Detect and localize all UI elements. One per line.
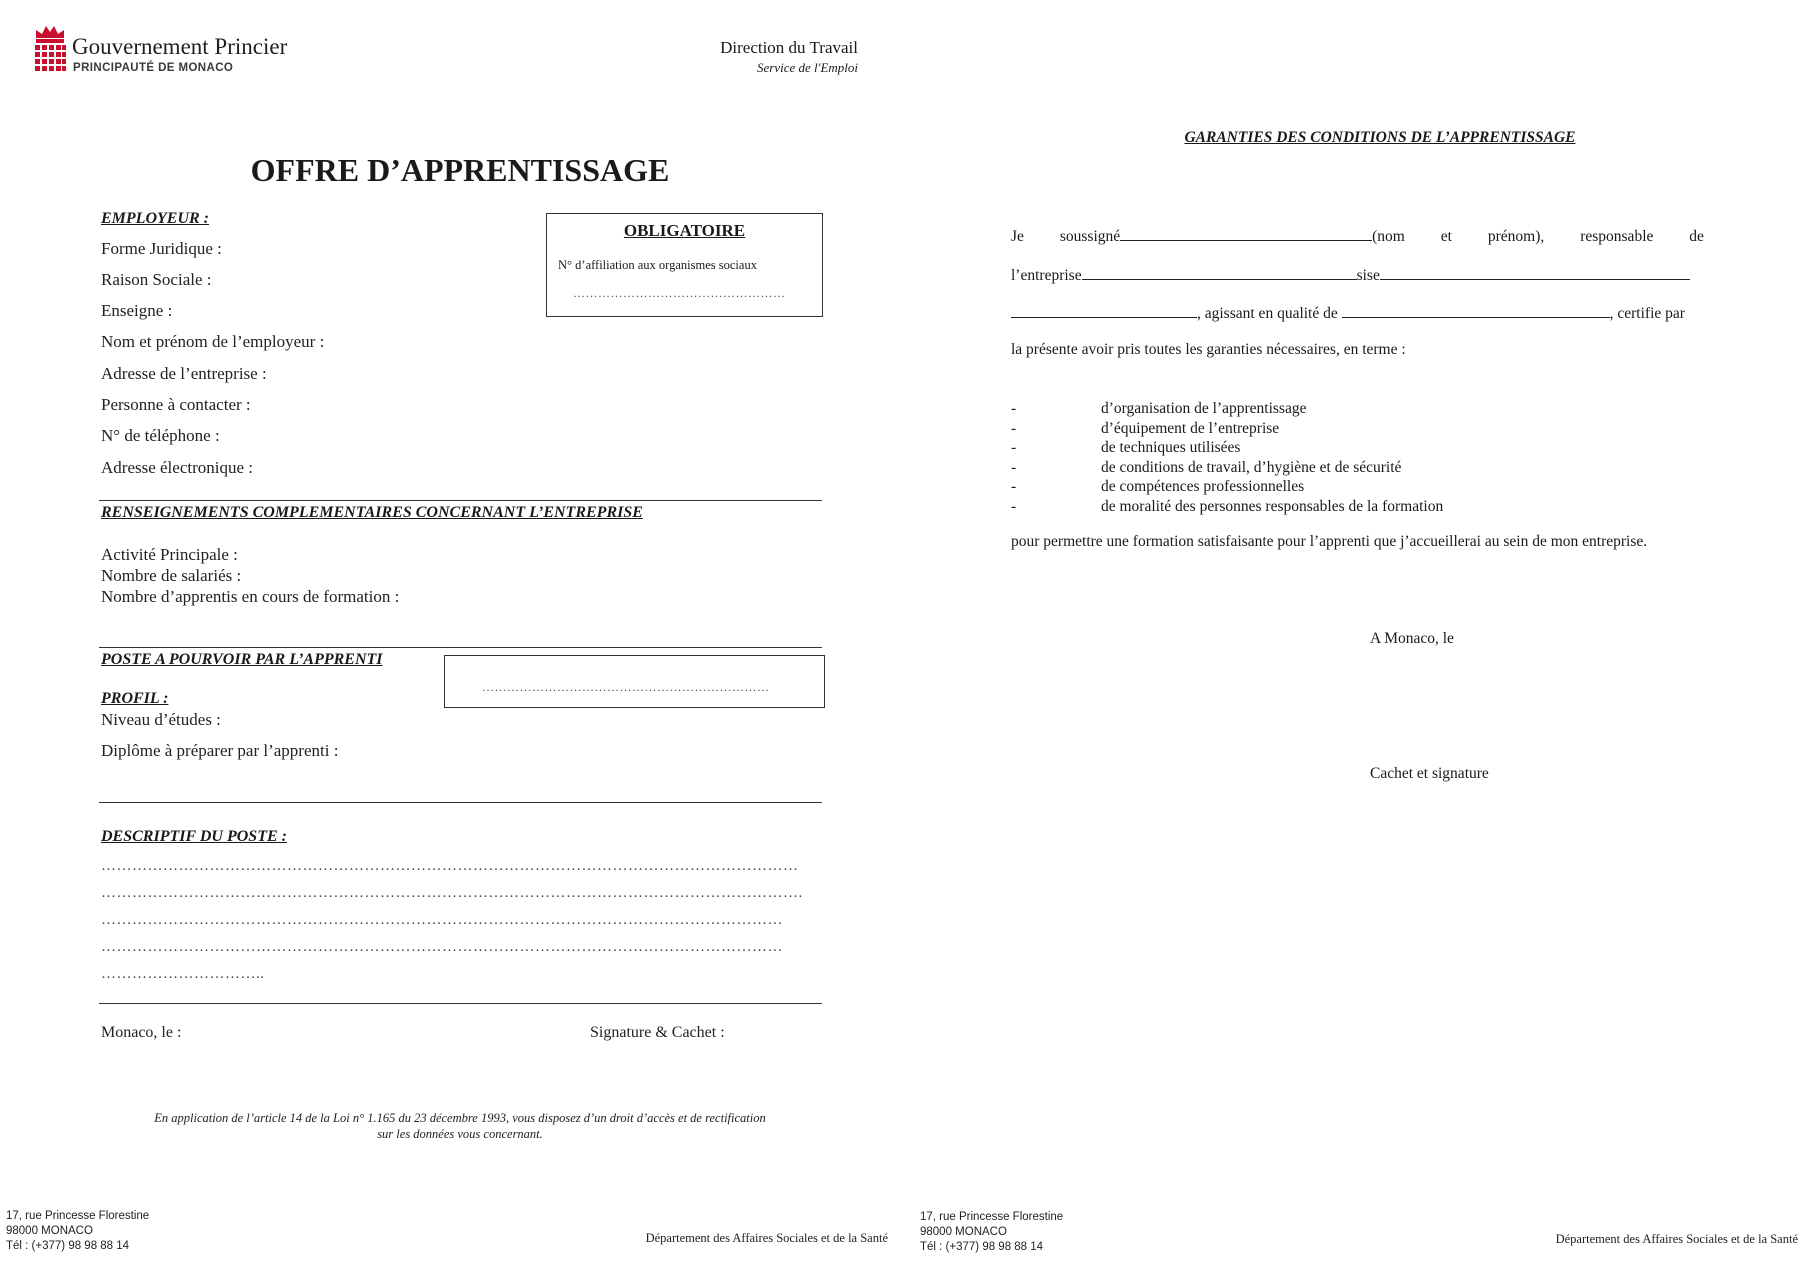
- footer-phone: Tél : (+377) 98 98 88 14: [6, 1240, 130, 1252]
- list-item: - d’équipement de l’entreprise: [1011, 419, 1280, 437]
- field-enseigne: Enseigne :: [101, 301, 173, 320]
- field-activite-principale: Activité Principale :: [101, 545, 238, 564]
- signature-cachet-label: Signature & Cachet :: [590, 1024, 725, 1041]
- footer-department-right: Département des Affaires Sociales et de la Santé: [1555, 1232, 1798, 1246]
- monaco-crest-logo: [32, 24, 68, 78]
- footer-phone: Tél : (+377) 98 98 88 14: [920, 1241, 1044, 1253]
- field-adresse-entreprise: Adresse de l’entreprise :: [101, 364, 267, 383]
- footer-department-left: Département des Affaires Sociales et de la Santé: [645, 1231, 888, 1245]
- garanties-bullet-list: [1011, 399, 1443, 516]
- text-prenom: prénom),: [1487, 228, 1545, 245]
- text-sise: sise: [1356, 267, 1380, 284]
- divider: [99, 1003, 822, 1004]
- list-item: - de compétences professionnelles: [1011, 478, 1305, 495]
- descriptif-line: ……………………………………………………………………………………………………………………….: [101, 885, 803, 901]
- field-forme-juridique: Forme Juridique :: [101, 239, 222, 258]
- gov-title: Gouvernement Princier: [72, 34, 288, 59]
- footer-street: 17, rue Princesse Florestine: [6, 1210, 150, 1222]
- blank-entreprise[interactable]: [1082, 265, 1357, 280]
- footer-city: 98000 MONACO: [6, 1225, 93, 1237]
- descriptif-line: ……………………………………………………………………………………………………………………: [101, 912, 783, 928]
- direction-title: Direction du Travail: [720, 38, 858, 57]
- a-monaco-label: A Monaco, le: [1370, 630, 1454, 647]
- footer-address-right: [920, 1210, 1063, 1255]
- blank-nom-prenom[interactable]: [1120, 226, 1372, 241]
- divider: [99, 802, 822, 803]
- footer-city: 98000 MONACO: [920, 1226, 1007, 1238]
- garanties-line-4: la présente avoir pris toutes les garanties nécessaires, en terme :: [1011, 341, 1406, 358]
- affiliation-label: N° d’affiliation aux organismes sociaux: [558, 258, 757, 272]
- field-diplome: Diplôme à préparer par l’apprenti :: [101, 741, 339, 760]
- legal-notice: [100, 1110, 820, 1142]
- text-nom: (nom: [1372, 228, 1405, 245]
- employer-heading: EMPLOYEUR :: [101, 210, 209, 227]
- garanties-line-2: [1011, 265, 1711, 285]
- garanties-heading: GARANTIES DES CONDITIONS DE L’APPRENTISSAGE: [1184, 129, 1576, 146]
- gov-subtitle: PRINCIPAUTÉ DE MONACO: [73, 62, 234, 74]
- field-nombre-salaries: Nombre de salariés :: [101, 566, 242, 585]
- descriptif-line: ……………………………………………………………………………………………………………………: [101, 939, 783, 955]
- garanties-line-1: [1011, 226, 1704, 246]
- footer-street: 17, rue Princesse Florestine: [920, 1211, 1064, 1223]
- field-adresse-electronique: Adresse électronique :: [101, 458, 253, 477]
- text-soussigne: soussigné: [1059, 228, 1121, 245]
- poste-box: [444, 655, 825, 708]
- text-de: de: [1689, 228, 1704, 245]
- text-certifie: , certifie par: [1609, 305, 1685, 322]
- garanties-line-3: [1011, 303, 1711, 323]
- renseignements-heading: RENSEIGNEMENTS COMPLEMENTAIRES CONCERNANT L’ENTREPRISE: [101, 504, 643, 521]
- page-title: OFFRE D’APPRENTISSAGE: [250, 152, 670, 188]
- divider: [99, 647, 822, 648]
- descriptif-heading: DESCRIPTIF DU POSTE :: [101, 828, 287, 845]
- legal-notice-line: En application de l’article 14 de la Loi n° 1.165 du 23 décembre 1993, vous disposez d’un droit d’accès et de rectification: [154, 1111, 766, 1125]
- affiliation-dots: ……………………………………………: [573, 286, 786, 300]
- field-telephone: N° de téléphone :: [101, 426, 220, 445]
- list-item: - de techniques utilisées: [1011, 439, 1241, 456]
- profil-heading: PROFIL :: [101, 690, 169, 707]
- text-je: Je: [1011, 228, 1024, 245]
- garanties-conclusion: pour permettre une formation satisfaisante pour l’apprenti que j’accueillerai au sein de mon entreprise.: [1011, 533, 1648, 550]
- service-subtitle: Service de l'Emploi: [757, 60, 858, 75]
- text-et: et: [1440, 228, 1452, 245]
- field-niveau-etudes: Niveau d’études :: [101, 710, 221, 729]
- poste-dots: ……………………………………………………………: [482, 680, 770, 694]
- list-item: - de moralité des personnes responsables de la formation: [1011, 497, 1444, 515]
- poste-heading: POSTE A POURVOIR PAR L’APPRENTI: [101, 651, 383, 668]
- divider: [99, 500, 822, 501]
- field-nombre-apprentis: Nombre d’apprentis en cours de formation :: [101, 587, 400, 606]
- cachet-signature-label: Cachet et signature: [1370, 765, 1489, 782]
- field-nom-employeur: Nom et prénom de l’employeur :: [101, 332, 325, 351]
- descriptif-line: …………………………..: [101, 966, 265, 982]
- field-personne-contact: Personne à contacter :: [101, 395, 251, 414]
- obligatoire-box: [546, 213, 823, 317]
- text-agissant: , agissant en qualité de: [1197, 305, 1338, 322]
- legal-notice-line: sur les données vous concernant.: [377, 1127, 543, 1141]
- list-item: - d’organisation de l’apprentissage: [1011, 400, 1307, 417]
- blank-qualite-prefix[interactable]: [1011, 303, 1197, 318]
- monaco-date-label: Monaco, le :: [101, 1024, 182, 1041]
- footer-address-left: [6, 1209, 149, 1254]
- list-item: - de conditions de travail, d’hygiène et de sécurité: [1011, 458, 1402, 476]
- blank-qualite[interactable]: [1342, 303, 1610, 318]
- text-entreprise: l’entreprise: [1011, 267, 1082, 284]
- field-raison-sociale: Raison Sociale :: [101, 270, 212, 289]
- soussigne-group: [1060, 226, 1405, 246]
- text-responsable: responsable: [1580, 228, 1654, 245]
- descriptif-line: ………………………………………………………………………………………………………………………: [101, 858, 799, 874]
- blank-sise[interactable]: [1380, 265, 1690, 280]
- obligatoire-title: OBLIGATOIRE: [623, 221, 746, 240]
